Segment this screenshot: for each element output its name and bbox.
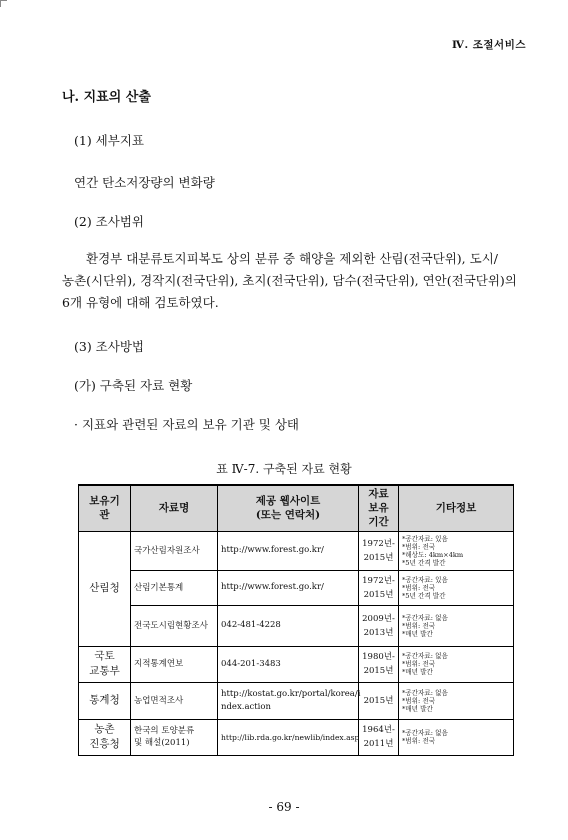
subsection-heading: (가) 구축된 자료 현황: [74, 378, 193, 393]
cell-etc: *공간자료: 있음 *범위: 전국 *해상도: 4km×4km *5년 간격 발간: [399, 531, 514, 570]
table-row: [79, 605, 514, 646]
bullet-text: · 지표와 관련된 자료의 보유 기관 및 상태: [74, 417, 299, 432]
cell-period: 1980년- 2015년: [359, 646, 399, 682]
running-head: Ⅳ. 조절서비스: [452, 39, 526, 51]
cell-site: 042-481-4228: [218, 605, 359, 646]
scope-paragraph-line: 농촌(시단위), 경작지(전국단위), 초지(전국단위), 담수(전국단위), 연안(전국단위)의: [62, 273, 517, 288]
cell-etc: *공간자료: 있음 *범위: 전국 *5년 간격 발간: [399, 570, 514, 605]
subsection-heading: (1) 세부지표: [74, 133, 144, 148]
cell-period: 1972년- 2015년: [359, 531, 399, 570]
subsection-heading: (2) 조사범위: [74, 214, 144, 229]
cell-period: 2015년: [359, 682, 399, 719]
cell-name: 지적통계연보: [131, 646, 218, 682]
scope-paragraph-line: 환경부 대분류토지피복도 상의 분류 중 해양을 제외한 산림(전국단위), 도시/: [86, 251, 498, 266]
table-row: [79, 531, 514, 570]
cell-site: http://lib.rda.go.kr/newlib/index.asp: [218, 719, 359, 755]
page-number: - 69 -: [268, 800, 300, 814]
table-row: [79, 646, 514, 682]
table-row: [79, 719, 514, 755]
cell-etc: *공간자료: 없음 *범위: 전국 *매년 발간: [399, 682, 514, 719]
cell-period: 1964년- 2011년: [359, 719, 399, 755]
crop-mark: [0, 0, 7, 7]
cell-org: 농촌 진흥청: [79, 719, 131, 755]
cell-etc: *공간자료: 없음 *범위: 전국 *매년 발간: [399, 605, 514, 646]
cell-site: http://www.forest.go.kr/: [218, 531, 359, 570]
subsection-heading: (3) 조사방법: [74, 339, 144, 354]
header-etc: 기타정보: [399, 485, 514, 531]
cell-org: 통계청: [79, 682, 131, 719]
cell-name: 전국도시림현황조사: [131, 605, 218, 646]
table-row: [79, 682, 514, 719]
cell-org: 산림청: [79, 531, 131, 646]
header-period: 자료 보유 기간: [359, 485, 399, 531]
cell-name: 국가산림자원조사: [131, 531, 218, 570]
header-org: 보유기 관: [79, 485, 131, 531]
indicator-text: 연간 탄소저장량의 변화량: [74, 175, 215, 190]
cell-name: 농업면적조사: [131, 682, 218, 719]
cell-period: 2009년- 2013년: [359, 605, 399, 646]
section-title: 나. 지표의 산출: [62, 90, 151, 105]
cell-etc: *공간자료: 없음 *범위: 전국: [399, 719, 514, 755]
table-caption: 표 Ⅳ-7. 구축된 자료 현황: [216, 462, 352, 476]
cell-etc: *공간자료: 없음 *범위: 전국 *매년 발간: [399, 646, 514, 682]
scope-paragraph-line: 6개 유형에 대해 검토하였다.: [62, 295, 219, 310]
cell-name: 산림기본통계: [131, 570, 218, 605]
table-row: [79, 570, 514, 605]
cell-period: 1972년- 2015년: [359, 570, 399, 605]
cell-name: 한국의 토양분류 및 해설(2011): [131, 719, 218, 755]
data-table: [78, 484, 514, 756]
cell-org: 국토 교통부: [79, 646, 131, 682]
cell-site: http://kostat.go.kr/portal/korea/i ndex.action: [218, 682, 359, 719]
header-site: 제공 웹사이트 (또는 연락처): [218, 485, 359, 531]
header-name: 자료명: [131, 485, 218, 531]
cell-site: 044-201-3483: [218, 646, 359, 682]
cell-site: http://www.forest.go.kr/: [218, 570, 359, 605]
